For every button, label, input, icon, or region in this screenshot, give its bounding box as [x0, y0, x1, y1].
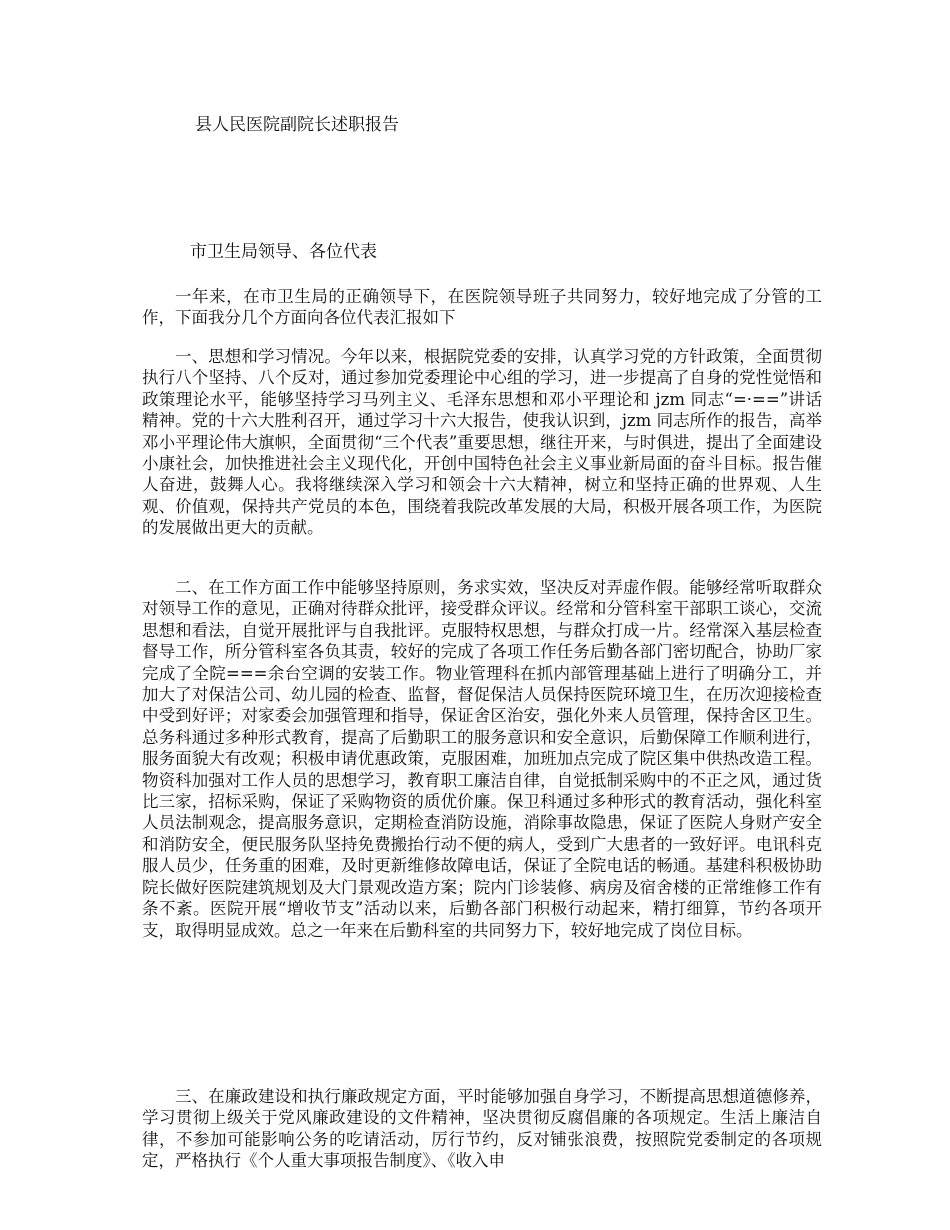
paragraph-thought-and-study: 一、思想和学习情况。今年以来，根据院党委的安排，认真学习党的方针政策，全面贯彻执行八个坚持、八个反对，通过参加党委理论中心组的学习，进一步提高了自身的党性觉悟和政策理论水平，能够坚持学习马列主义、毛泽东思想和邓小平理论和 jzm 同志“=·==”讲话精神。党的十六大胜利召开，通过学习十六大报告，使我认识到，jzm 同志所作的报告，高举邓小平理论伟大旗帜，全面贯彻“三个代表”重要思想，继往开来，与时俱进，提出了全面建设小康社会，加快推进社会主义现代化，开创中国特色社会主义事业新局面的奋斗目标。报告催人奋进，鼓舞人心。我将继续深入学习和领会十六大精神，树立和坚持正确的世界观、人生观、价值观，保持共产党员的本色，围绕着我院改革发展的大局，积极开展各项工作，为医院的发展做出更大的贡献。 [142, 347, 822, 538]
paragraph-integrity: 三、在廉政建设和执行廉政规定方面，平时能够加强自身学习，不断提高思想道德修养，学习贯彻上级关于党风廉政建设的文件精神，坚决贯彻反腐倡廉的各项规定。生活上廉洁自律，不参加可能影响公务的吃请活动，厉行节约，反对铺张浪费，按照院党委制定的各项规定，严格执行《个人重大事项报告制度》、《收入申 [142, 1087, 822, 1171]
salutation: 市卫生局领导、各位代表 [190, 242, 377, 262]
document-title: 县人民医院副院长述职报告 [195, 115, 399, 135]
paragraph-work: 二、在工作方面工作中能够坚持原则，务求实效，坚决反对弄虚作假。能够经常听取群众对领导工作的意见，正确对待群众批评，接受群众评议。经常和分管科室干部职工谈心，交流思想和看法，自觉开展批评与自我批评。克服特权思想，与群众打成一片。经常深入基层检查督导工作，所分管科室各负其责，较好的完成了各项工作任务后勤各部门密切配合，协助厂家完成了全院===余台空调的安装工作。物业管理科在抓内部管理基础上进行了明确分工，并加大了对保洁公司、幼儿园的检查、监督，督促保洁人员保持医院环境卫生，在历次迎接检查中受到好评；对家委会加强管理和指导，保证舍区治安，强化外来人员管理，保持舍区卫生。总务科通过多种形式教育，提高了后勤职工的服务意识和安全意识，后勤保障工作顺利进行，服务面貌大有改观；积极申请优惠政策，克服困难，加班加点完成了院区集中供热改造工程。物资科加强对工作人员的思想学习，教育职工廉洁自律，自觉抵制采购中的不正之风，通过货比三家，招标采购，保证了采购物资的质优价廉。保卫科通过多种形式的教育活动，强化科室人员法制观念，提高服务意识，定期检查消防设施，消除事故隐患，保证了医院人身财产安全和消防安全，便民服务队坚持免费搬抬行动不便的病人，受到广大患者的一致好评。电讯科克服人员少，任务重的困难，及时更新维修故障电话，保证了全院电话的畅通。基建科积极协助院长做好医院建筑规划及大门景观改造方案；院内门诊装修、病房及宿舍楼的正常维修工作有条不紊。医院开展“增收节支”活动以来，后勤各部门积极行动起来，精打细算，节约各项开支，取得明显成效。总之一年来在后勤科室的共同努力下，较好地完成了岗位目标。 [142, 578, 822, 940]
paragraph-intro: 一年来，在市卫生局的正确领导下，在医院领导班子共同努力，较好地完成了分管的工作，下面我分几个方面向各位代表汇报如下 [142, 287, 822, 328]
